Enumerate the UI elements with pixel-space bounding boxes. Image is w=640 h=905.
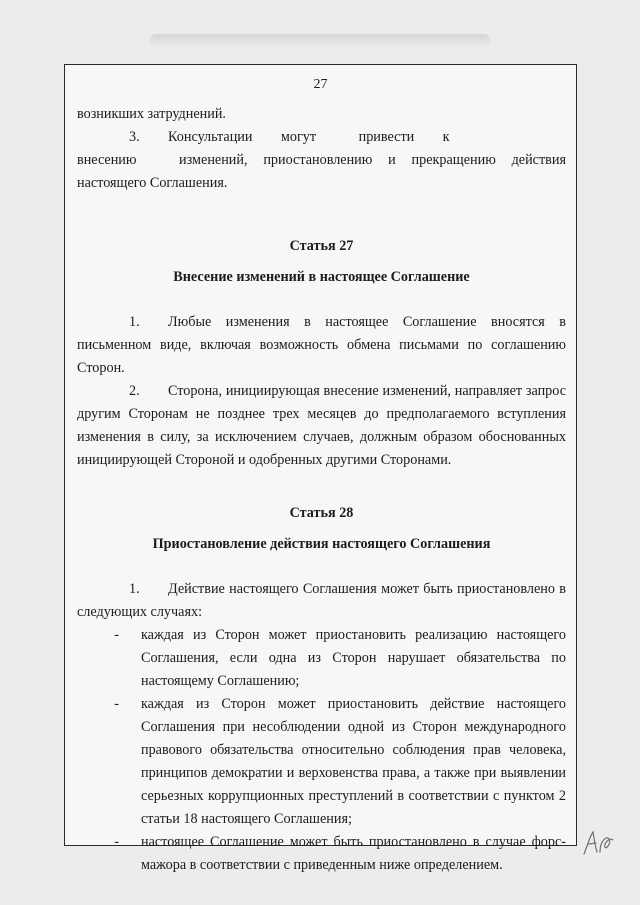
- paragraph-continuation: возникших затруднений.: [77, 106, 226, 122]
- bullet-dash: -: [114, 696, 119, 712]
- article-28-bullet-2: каждая из Сторон может приостановить действие настоящего Соглашения при несоблюдении одной из Сторон международного правового обязательства относительно соблюдения прав человека, принципов демократии и верховенства права, а также при выявлении серьезных коррупционных преступлений в соответствии с пунктом 2 статьи 18 настоящего Соглашения;: [141, 696, 566, 827]
- article-28-bullet-1: каждая из Сторон может приостановить реализацию настоящего Соглашения, если одна из Сторон нарушает обязательства по настоящему Соглашению;: [141, 627, 566, 689]
- article-28-bullet-3: настоящее Соглашение может быть приостановлено в случае форс-мажора в соответствии с приведенным ниже определением.: [141, 834, 566, 873]
- article-27-paragraph-1: 1. Любые изменения в настоящее Соглашение вносятся в письменном виде, включая возможность обмена письмами по соглашению Сторон.: [77, 314, 566, 376]
- article-28-subtitle: Приостановление действия настоящего Соглашения: [152, 536, 491, 552]
- article-27-subtitle: Внесение изменений в настоящее Соглашение: [173, 269, 470, 285]
- list-item: [77, 831, 566, 877]
- document-body: [77, 103, 566, 877]
- list-item: [77, 624, 566, 693]
- article-27-paragraph-2: 2. Сторона, инициирующая внесение изменений, направляет запрос другим Сторонам не позднее трех месяцев до предполагаемого вступления изменения в силу, за исключением случаев, должным образом обоснованных инициирующей Стороной и одобренных другими Сторонами.: [77, 383, 566, 468]
- article-28-paragraph-1: 1. Действие настоящего Соглашения может быть приостановлено в следующих случаях:: [77, 581, 566, 620]
- article-27-title: Статья 27: [289, 238, 354, 254]
- bullet-dash: -: [114, 627, 119, 643]
- scan-edge-shadow: [150, 34, 490, 48]
- page-number: 27: [313, 77, 328, 92]
- article-28-title: Статья 28: [289, 505, 354, 521]
- bullet-dash: -: [114, 834, 119, 850]
- handwritten-initials-signature: [580, 826, 616, 860]
- list-item: [77, 693, 566, 831]
- document-page-frame: [64, 64, 577, 873]
- paragraph-item-3: 3. Консультации могут привести к внесению изменений, приостановлению и прекращению действия настоящего Соглашения.: [77, 129, 566, 191]
